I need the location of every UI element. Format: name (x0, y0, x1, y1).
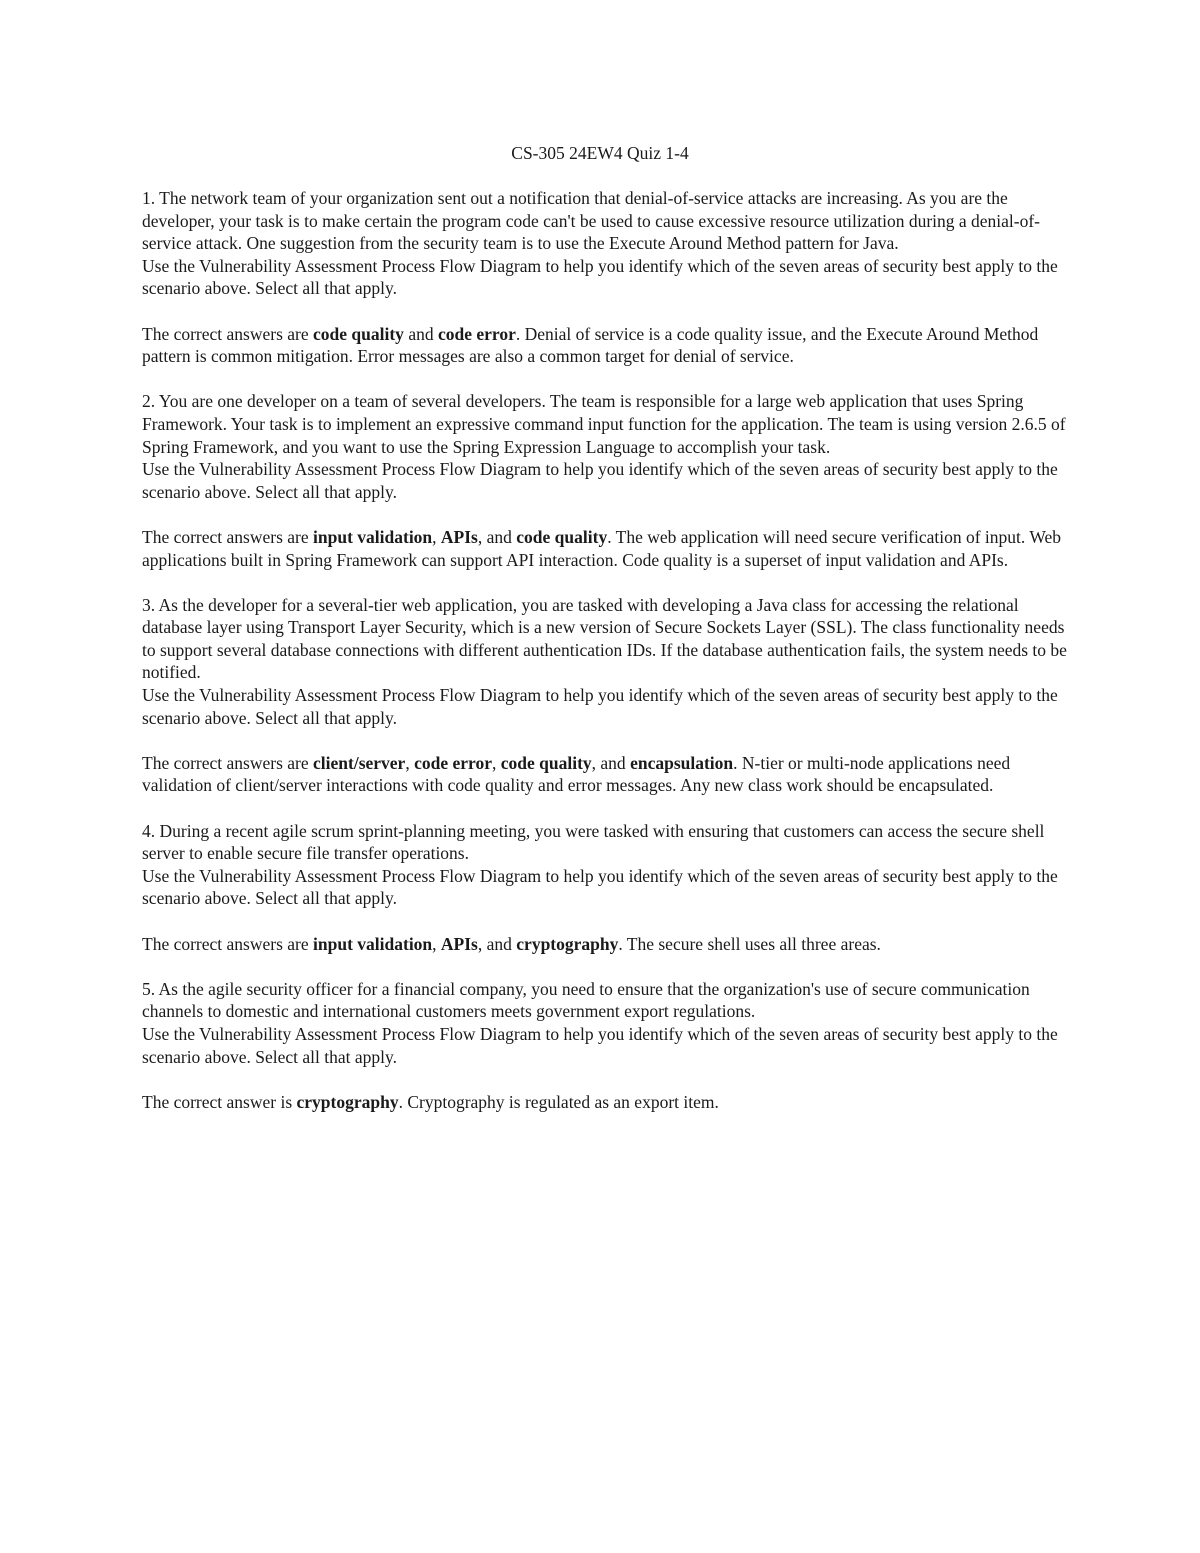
answer-segment: The correct answers are (142, 526, 314, 547)
answer-segment: , and (477, 933, 517, 954)
answer-keyword: encapsulation (630, 752, 734, 773)
answer-keyword: code quality (313, 323, 404, 344)
answer-keyword: code quality (500, 752, 592, 773)
answer-keyword: client/server (313, 752, 406, 773)
question-prompt: Use the Vulnerability Assessment Process Flow Diagram to help you identify which of the seven areas of security best apply to the scenario above. Select all that apply. (142, 865, 1058, 909)
answer-keyword: cryptography (516, 933, 619, 954)
answer-segment: and (403, 323, 438, 344)
answer-text (142, 933, 1077, 956)
answer-segment: The correct answers are (142, 933, 314, 954)
question-scenario: 3. As the developer for a several-tier web application, you are tasked with developing a Java class for accessing the relational database layer using Transport Layer Security, which is a new version of Secure Sockets Layer (SSL). The class functionality needs to support several database connections with different authentication IDs. If the database authentication fails, the system needs to be notified. (142, 594, 1067, 683)
answer-segment: , (405, 752, 415, 773)
question-scenario: 2. You are one developer on a team of several developers. The team is responsible for a large web application that uses Spring Framework. Your task is to implement an expressive command input function for the application. The team is using version 2.6.5 of Spring Framework, and you want to use the Spring Expression Language to accomplish your task. (142, 391, 1066, 457)
answer-keyword: cryptography (296, 1091, 399, 1112)
answer-segment: . The secure shell uses all three areas. (618, 933, 881, 954)
answer-segment: The correct answers are (142, 323, 314, 344)
quiz-content (142, 187, 1077, 1136)
answer-segment: . The web application will need secure verification of input. Web applications built in Spring Framework can support API interaction. Code quality is a superset of input validation and APIs. (142, 526, 1061, 570)
answer-text (142, 752, 1077, 797)
question-block (142, 820, 1077, 956)
answer-segment: . N-tier or multi-node applications need validation of client/server interactions with code quality and error messages. Any new class work should be encapsulated. (142, 752, 1011, 796)
answer-keyword: input validation (313, 526, 433, 547)
question-scenario: 5. As the agile security officer for a financial company, you need to ensure that the organization's use of secure communication channels to domestic and international customers meets government export regulations. (142, 978, 1030, 1022)
answer-segment: , and (591, 752, 631, 773)
question-scenario: 1. The network team of your organization sent out a notification that denial-of-service attacks are increasing. As you are the developer, your task is to make certain the program code can't be used to cause excessive resource utilization during a denial-of-service attack. One suggestion from the security team is to use the Execute Around Method pattern for Java. (142, 188, 1041, 254)
answer-keyword: APIs (440, 933, 478, 954)
answer-keyword: code error (414, 752, 492, 773)
question-block (142, 390, 1077, 571)
question-block (142, 594, 1077, 797)
answer-keyword: code error (437, 323, 516, 344)
page-title: CS-305 24EW4 Quiz 1-4 (511, 143, 689, 163)
question-prompt: Use the Vulnerability Assessment Process Flow Diagram to help you identify which of the seven areas of security best apply to the scenario above. Select all that apply. (142, 255, 1058, 299)
answer-segment: , (432, 526, 441, 547)
answer-segment: The correct answers are (142, 752, 314, 773)
answer-segment: . Cryptography is regulated as an export item. (398, 1091, 719, 1112)
answer-text (142, 323, 1077, 368)
answer-keyword: code quality (516, 526, 608, 547)
question-scenario: 4. During a recent agile scrum sprint-planning meeting, you were tasked with ensuring that customers can access the secure shell server to enable secure file transfer operations. (142, 820, 1045, 864)
answer-text (142, 1091, 1077, 1114)
answer-keyword: input validation (313, 933, 433, 954)
question-prompt: Use the Vulnerability Assessment Process Flow Diagram to help you identify which of the seven areas of security best apply to the scenario above. Select all that apply. (142, 459, 1058, 502)
question-block (142, 187, 1077, 368)
answer-text (142, 526, 1077, 571)
answer-segment: . Denial of service is a code quality issue, and the Execute Around Method pattern is common mitigation. Error messages are also a common target for denial of service. (142, 323, 1039, 367)
answer-keyword: APIs (440, 526, 478, 547)
question-block (142, 978, 1077, 1114)
question-prompt: Use the Vulnerability Assessment Process Flow Diagram to help you identify which of the seven areas of security best apply to the scenario above. Select all that apply. (142, 685, 1058, 728)
question-prompt: Use the Vulnerability Assessment Process Flow Diagram to help you identify which of the seven areas of security best apply to the scenario above. Select all that apply. (142, 1023, 1058, 1067)
answer-segment: The correct answer is (142, 1091, 297, 1112)
answer-segment: , (432, 933, 441, 954)
answer-segment: , (491, 752, 501, 773)
answer-segment: , and (477, 526, 517, 547)
